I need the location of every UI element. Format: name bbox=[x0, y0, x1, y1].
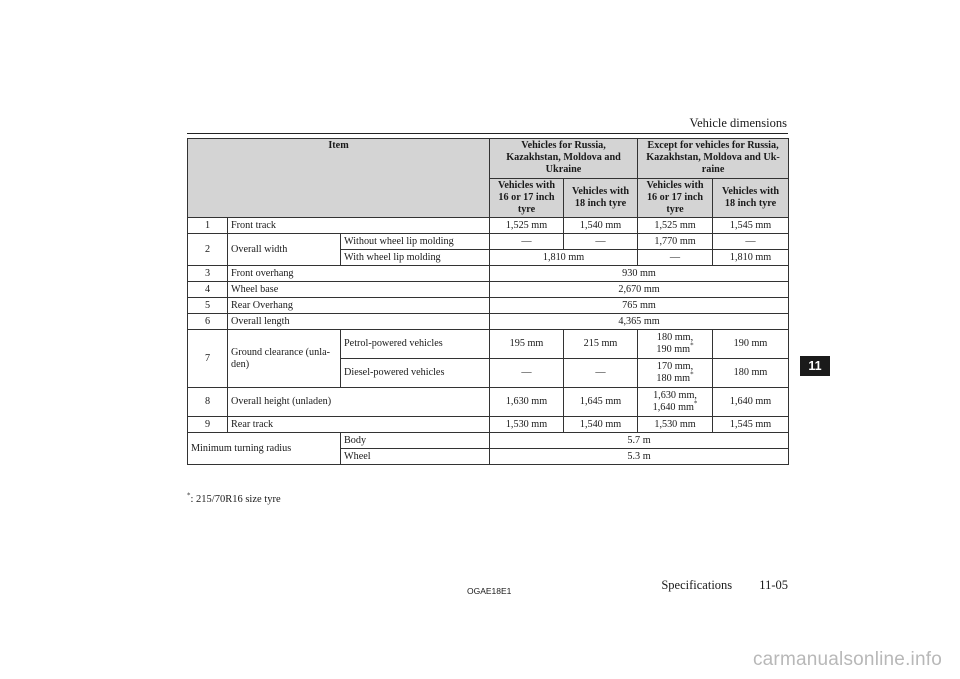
row-label: Overall width bbox=[228, 234, 341, 266]
table-row bbox=[188, 298, 789, 314]
row-label: Ground clearance (unla-den) bbox=[228, 330, 341, 388]
value-line: 190 mm bbox=[656, 344, 691, 356]
cell-value bbox=[638, 330, 713, 359]
footnote bbox=[187, 491, 281, 505]
cell-value: 765 mm bbox=[490, 298, 789, 314]
cell-value: — bbox=[564, 359, 638, 388]
value-line: 1,630 mm, bbox=[653, 390, 697, 402]
page-footer bbox=[661, 578, 788, 593]
footnote-marker: * bbox=[187, 491, 191, 500]
table-row bbox=[188, 266, 789, 282]
cell-value: 4,365 mm bbox=[490, 314, 789, 330]
cell-value: 1,530 mm bbox=[490, 417, 564, 433]
cell-value: 180 mm bbox=[713, 359, 789, 388]
cell-value: 1,640 mm bbox=[713, 388, 789, 417]
row-label: Front overhang bbox=[228, 266, 490, 282]
dimensions-table bbox=[187, 138, 789, 465]
cell-value: 190 mm bbox=[713, 330, 789, 359]
document-code: OGAE18E1 bbox=[467, 586, 512, 596]
row-sublabel: Wheel bbox=[341, 449, 490, 465]
table-row bbox=[188, 433, 789, 449]
cell-value: — bbox=[713, 234, 789, 250]
value-line: 1,640 mm bbox=[652, 402, 694, 414]
row-number: 1 bbox=[188, 218, 228, 234]
section-title: Vehicle dimensions bbox=[689, 116, 787, 130]
subheader-18-inch: Vehicles with 18 inch tyre bbox=[564, 178, 638, 218]
subheader-18-inch: Vehicles with 18 inch tyre bbox=[713, 178, 789, 218]
table-header-row bbox=[188, 139, 789, 179]
row-sublabel: Body bbox=[341, 433, 490, 449]
value-line: 170 mm, bbox=[656, 361, 694, 373]
row-sublabel: With wheel lip molding bbox=[341, 250, 490, 266]
table-row bbox=[188, 282, 789, 298]
cell-value: 1,630 mm bbox=[490, 388, 564, 417]
cell-value: 1,770 mm bbox=[638, 234, 713, 250]
cell-value: 1,530 mm bbox=[638, 417, 713, 433]
value-line: 180 mm, bbox=[656, 332, 694, 344]
row-label: Overall length bbox=[228, 314, 490, 330]
table-row bbox=[188, 234, 789, 250]
row-number: 8 bbox=[188, 388, 228, 417]
footnote-marker: * bbox=[690, 342, 694, 351]
chapter-tab: 11 bbox=[800, 356, 830, 376]
row-number: 6 bbox=[188, 314, 228, 330]
cell-value: 5.7 m bbox=[490, 433, 789, 449]
cell-value: — bbox=[564, 234, 638, 250]
row-number: 2 bbox=[188, 234, 228, 266]
cell-value: 1,545 mm bbox=[713, 417, 789, 433]
cell-value: 1,525 mm bbox=[638, 218, 713, 234]
row-sublabel: Petrol-powered vehicles bbox=[341, 330, 490, 359]
row-sublabel: Diesel-powered vehicles bbox=[341, 359, 490, 388]
header-group-except-russia: Except for vehicles for Russia, Kazakhstan, Moldova and Uk-raine bbox=[638, 139, 789, 179]
subheader-16-17-inch: Vehicles with 16 or 17 inch tyre bbox=[638, 178, 713, 218]
watermark: carmanualsonline.info bbox=[752, 649, 942, 670]
row-label: Wheel base bbox=[228, 282, 490, 298]
header-rule bbox=[187, 133, 788, 134]
cell-value: 2,670 mm bbox=[490, 282, 789, 298]
row-label: Front track bbox=[228, 218, 490, 234]
cell-value: 1,645 mm bbox=[564, 388, 638, 417]
cell-value: — bbox=[638, 250, 713, 266]
cell-value: — bbox=[490, 234, 564, 250]
table-row bbox=[188, 388, 789, 417]
cell-value bbox=[638, 388, 713, 417]
table-row bbox=[188, 314, 789, 330]
header-item: Item bbox=[188, 139, 490, 218]
table-row bbox=[188, 218, 789, 234]
cell-value: 215 mm bbox=[564, 330, 638, 359]
row-label: Rear track bbox=[228, 417, 490, 433]
cell-value bbox=[638, 359, 713, 388]
row-label: Overall height (unladen) bbox=[228, 388, 490, 417]
row-number: 5 bbox=[188, 298, 228, 314]
page-number: 11-05 bbox=[759, 578, 788, 592]
cell-value: 5.3 m bbox=[490, 449, 789, 465]
section-name: Specifications bbox=[661, 578, 733, 592]
footnote-text: : 215/70R16 size tyre bbox=[190, 494, 281, 505]
cell-value: 195 mm bbox=[490, 330, 564, 359]
cell-value: 1,810 mm bbox=[490, 250, 638, 266]
row-number: 7 bbox=[188, 330, 228, 388]
cell-value: 1,810 mm bbox=[713, 250, 789, 266]
value-line: 180 mm bbox=[656, 373, 691, 385]
footnote-marker: * bbox=[690, 371, 694, 380]
cell-value: 930 mm bbox=[490, 266, 789, 282]
cell-value: 1,525 mm bbox=[490, 218, 564, 234]
cell-value: 1,540 mm bbox=[564, 417, 638, 433]
cell-value: 1,540 mm bbox=[564, 218, 638, 234]
table-row bbox=[188, 417, 789, 433]
row-number: 9 bbox=[188, 417, 228, 433]
row-label: Rear Overhang bbox=[228, 298, 490, 314]
row-sublabel: Without wheel lip molding bbox=[341, 234, 490, 250]
cell-value: 1,545 mm bbox=[713, 218, 789, 234]
footnote-marker: * bbox=[693, 400, 698, 409]
subheader-16-17-inch: Vehicles with 16 or 17 inch tyre bbox=[490, 178, 564, 218]
header-group-russia: Vehicles for Russia, Kazakhstan, Moldova and Ukraine bbox=[490, 139, 638, 179]
table-row bbox=[188, 330, 789, 359]
row-label: Minimum turning radius bbox=[188, 433, 341, 465]
row-number: 4 bbox=[188, 282, 228, 298]
cell-value: — bbox=[490, 359, 564, 388]
row-number: 3 bbox=[188, 266, 228, 282]
